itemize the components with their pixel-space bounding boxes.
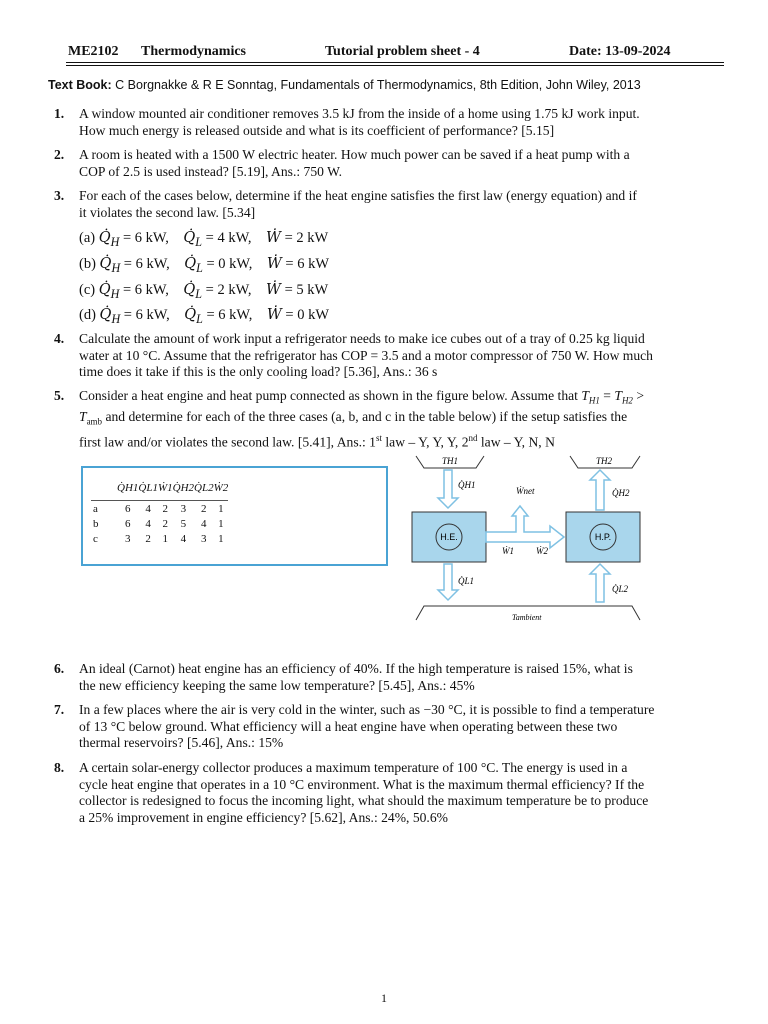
problem-line: Calculate the amount of work input a refrigerator needs to make ice cubes out of a tray of 0.25 kg liquid xyxy=(79,331,645,346)
problem-line: the new efficiency keeping the same low temperature? [5.45], Ans.: 45% xyxy=(79,677,475,693)
problem-number: 5. xyxy=(54,388,65,403)
work-arrow xyxy=(486,506,564,548)
sheet-date: Date: 13-09-2024 xyxy=(569,44,671,59)
problem-line: In a few places where the air is very cold in the winter, such as −30 °C, it is possible to find a temperature xyxy=(79,702,655,717)
ql1-arrow xyxy=(438,564,458,600)
qh2-arrow xyxy=(590,470,610,510)
problem-line: it violates the second law. [5.34] xyxy=(79,204,256,220)
header-rule-top xyxy=(66,62,724,63)
problem-number: 4. xyxy=(54,331,65,346)
problem-line: thermal reservoirs? [5.46], Ans.: 15% xyxy=(79,735,284,750)
table-header-row xyxy=(91,476,228,501)
problem-line: Consider a heat engine and heat pump connected as shown in the figure below. Assume that $T_{H1} = T_{H2}$ > xyxy=(79,388,645,406)
problem-line: COP of 2.5 is used instead? [5.19], Ans.: 750 W. xyxy=(79,163,343,179)
problem-line: A window mounted air conditioner removes 3.5 kJ from the inside of a home using 1.75 kJ work input. xyxy=(79,106,640,121)
problem-4 xyxy=(48,331,724,381)
table-row: b 6 4 2 5 4 1 xyxy=(93,517,224,530)
qh1-label: Q̇H1 xyxy=(458,480,476,490)
table-header: Q̇H1 xyxy=(117,476,138,501)
cases-table-box xyxy=(81,466,388,566)
th2-label: TH2 xyxy=(596,456,613,466)
problem-line: How much energy is released outside and what is its coefficient of performance? [5.15] xyxy=(79,122,555,138)
problem-number: 7. xyxy=(54,702,65,717)
problem-number: 3. xyxy=(54,188,65,203)
table-header: Q̇H2 xyxy=(173,476,194,501)
qh1-arrow xyxy=(438,470,458,508)
th1-label: TH1 xyxy=(442,456,459,466)
problem-number: 8. xyxy=(54,760,65,775)
cases-table xyxy=(91,476,228,546)
problem-line: water at 10 °C. Assume that the refrigerator has COP = 3.5 and a motor compressor of 750 W. How much xyxy=(79,347,653,363)
qh2-label: Q̇H2 xyxy=(612,488,630,498)
problem-5 xyxy=(48,388,724,451)
case-b: (b) $Q̇_H = 6$ kW, $Q̇_L = 0$ kW, Ẇ = 6 kW xyxy=(79,256,330,275)
header-rule-bottom xyxy=(66,65,724,66)
w2-label: Ẇ2 xyxy=(536,546,548,556)
problem-number: 6. xyxy=(54,661,65,676)
problem-8 xyxy=(48,760,724,826)
table-header: Q̇L2 xyxy=(194,476,214,501)
wnet-label: Ẇnet xyxy=(516,486,535,496)
problem-7 xyxy=(48,702,724,752)
heat-engine-heat-pump-diagram xyxy=(404,450,644,628)
problem-line: time does it take if this is the only cooling load? [5.36], Ans.: 36 s xyxy=(79,364,438,379)
case-a: (a) $Q̇_H = 6$ kW, $Q̇_L = 4$ kW, Ẇ = 2 kW xyxy=(79,230,329,249)
problem-1 xyxy=(48,106,724,139)
table-header: Ẇ1 xyxy=(158,476,173,501)
tambient-label: Tambient xyxy=(512,613,542,622)
problem-2 xyxy=(48,147,724,180)
page-number: 1 xyxy=(381,991,387,1005)
table-row: c 3 2 1 4 3 1 xyxy=(93,532,224,545)
course-code: ME2102 xyxy=(68,44,119,59)
ql1-label: Q̇L1 xyxy=(458,576,475,586)
problem-line: first law and/or violates the second law. [5.41], Ans.: 1st law – Y, Y, Y, 2nd law – Y, N, N xyxy=(79,433,555,450)
case-c: (c) $Q̇_H = 6$ kW, $Q̇_L = 2$ kW, Ẇ = 5 kW xyxy=(79,282,329,301)
textbook-value: C Borgnakke & R E Sonntag, Fundamentals of Thermodynamics, 8th Edition, John Wiley, 2013 xyxy=(115,78,641,92)
page-header xyxy=(68,44,724,62)
problem-6 xyxy=(48,661,724,694)
problem-number: 1. xyxy=(54,106,65,121)
he-label: H.E. xyxy=(440,532,458,542)
textbook-reference xyxy=(48,78,641,92)
problem-line: For each of the cases below, determine if the heat engine satisfies the first law (energy equation) and if xyxy=(79,188,637,203)
problem-line: of 13 °C below ground. What efficiency will a heat engine have when operating between these two xyxy=(79,718,618,734)
course-subject: Thermodynamics xyxy=(141,44,246,59)
problem-line: A certain solar-energy collector produces a maximum temperature of 100 °C. The energy is used in a xyxy=(79,760,628,775)
textbook-label: Text Book: xyxy=(48,78,112,92)
table-header: Ẇ2 xyxy=(214,476,229,501)
table-row: a 6 4 2 3 2 1 xyxy=(93,502,224,515)
hp-label: H.P. xyxy=(594,532,612,542)
problem-3 xyxy=(48,188,724,221)
problem-line: $T_{amb}$ and determine for each of the three cases (a, b, and c in the table below) if the setup satisfies the xyxy=(79,409,628,427)
problem-number: 2. xyxy=(54,147,65,162)
problem-line: a 25% improvement in engine efficiency? [5.62], Ans.: 24%, 50.6% xyxy=(79,809,448,825)
ql2-arrow xyxy=(590,564,610,602)
table-header: Q̇L1 xyxy=(138,476,158,501)
problem-line: An ideal (Carnot) heat engine has an efficiency of 40%. If the high temperature is raised 15%, what is xyxy=(79,661,633,676)
problem-line: A room is heated with a 1500 W electric heater. How much power can be saved if a heat pump with a xyxy=(79,147,630,162)
problem-line: cycle heat engine that operates in a 10 °C environment. What is the maximum thermal efficiency? If the xyxy=(79,776,645,792)
w1-label: Ẇ1 xyxy=(502,546,514,556)
sheet-title: Tutorial problem sheet - 4 xyxy=(325,44,480,59)
case-d: (d) $Q̇_H = 6$ kW, $Q̇_L = 6$ kW, Ẇ = 0 kW xyxy=(79,307,330,326)
ql2-label: Q̇L2 xyxy=(612,584,629,594)
problem-line: collector is redesigned to focus the incoming light, what should the maximum temperature be to produce xyxy=(79,793,649,808)
